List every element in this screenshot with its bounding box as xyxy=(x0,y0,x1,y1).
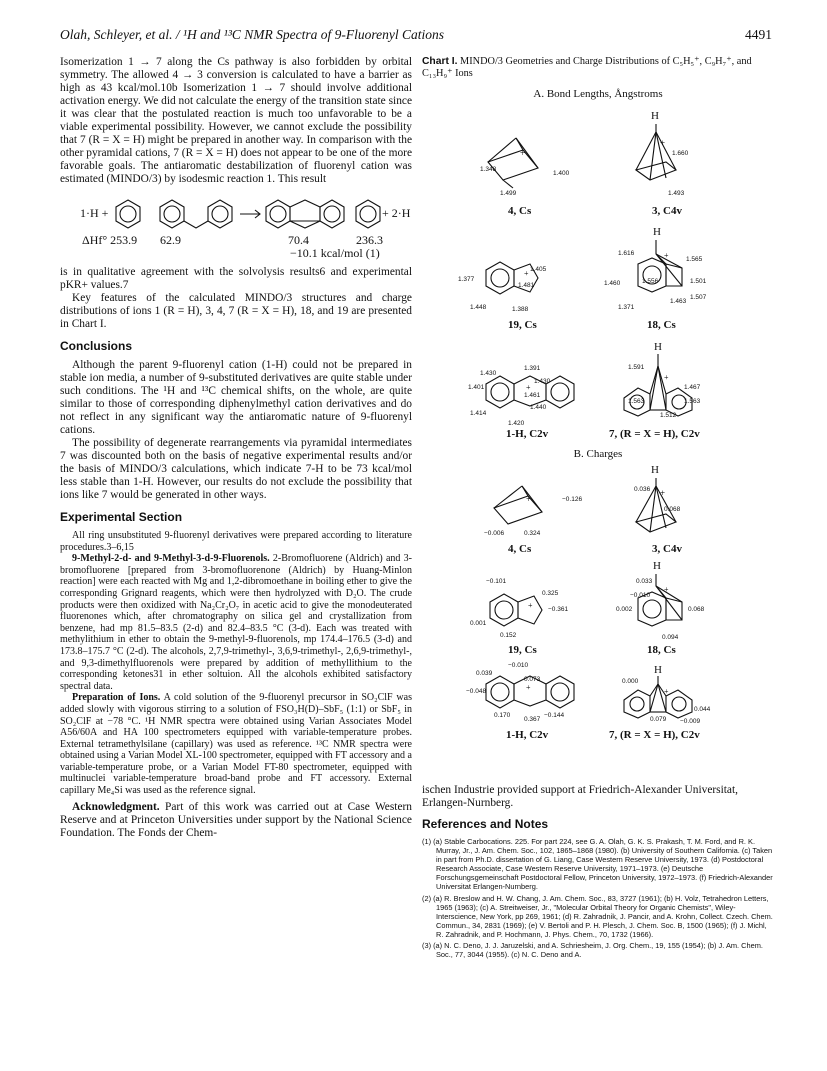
b7-charge-4: −0.009 xyxy=(680,718,701,725)
a19-len-5: 1.388 xyxy=(512,306,529,313)
paragraph-5: The possibility of degenerate rearrangements via pyramidal intermediates 7 was discounted both on the basis of negative experimental results and/or the basis of MINDO/3 calculations, which indicate 7-H to be 73 kcal/mol less stable than 1-H. However, our results do not exclude the possibility that ions like 7 would be generated in other ways. xyxy=(60,437,412,501)
chart-title-label: Chart I. xyxy=(422,56,458,67)
svg-text:+: + xyxy=(664,585,669,594)
a3-len-1: 1.660 xyxy=(672,150,689,157)
page-number: 4491 xyxy=(745,27,772,42)
dh-result: −10.1 kcal/mol (1) xyxy=(290,246,380,260)
a18-len-8: 1.371 xyxy=(618,304,635,311)
reference-1: (1) (a) Stable Carbocations. 225. For part 224, see G. A. Olah, G. K. S. Prakash, T. M. Ford, and R. K. Murray, Jr., J. Am. Chem. Soc., 102, 1865–1868 (1980). (b) University of Southern California. (c) Taken in part from Ph.D. dissertation of G. Liang, Case Western Reserve University, 1973. (d) Postdoctoral Research Associate, Case Western Reserve University, 1971–1973. (e) Deutsche Forschungsgemeinschaft Postdoctoral Fellow, Princeton University, 1972–1973. (f) Friedrich-Alexander Universitat Erlangen-Nurnberg. xyxy=(422,837,773,892)
svg-text:+: + xyxy=(664,373,669,382)
a7-len-3: 1.563 xyxy=(628,398,645,405)
svg-text:+: + xyxy=(526,383,531,392)
a19-len-4: 1.448 xyxy=(470,304,487,311)
b4-charge-3: 0.324 xyxy=(524,530,541,537)
b3-charge-2: 0.068 xyxy=(664,506,681,513)
b1-charge-5: 0.170 xyxy=(494,712,511,719)
chart-title-text: MINDO/3 Geometries and Charge Distributions of C₅H₅⁺, C₉H₇⁺, and C₁₃H₉⁺ Ions xyxy=(422,56,752,79)
paragraph-1: Isomerization 1 → 7 along the Cs pathway is also forbidden by orbital symmetry. The allowed 4 → 3 conversion is calculated to have a barrier as high as 43 kcal/mol.10b Isomerization 1 → 7 should involve additional activation energy. We did not calculate the energy of the transition state since it was clear that the postulated reaction is much too unfavorable to be a viable experimental possibility. However, we cannot exclude the possibility that 7 (R = X = H) might be prepared in another way. In comparison with the other pyramidal cations, 7 (R = X = H) does not appear to be one of the more favorable goals. The antiaromatic destabilization of fluorenyl cation was estimated (MINDO/3) by isodesmic reaction 1. This result xyxy=(60,56,412,185)
b1-charge-6: 0.367 xyxy=(524,716,541,723)
b7-charge-3: 0.079 xyxy=(650,716,667,723)
header-title: Olah, Schleyer, et al. / ¹H and ¹³C NMR Spectra of 9-Fluorenyl Cations xyxy=(60,27,444,42)
paragraph-7-head: 9-Methyl-2-d- and 9-Methyl-3-d-9-Fluorenols. xyxy=(72,553,270,565)
label-a4: 4, Cs xyxy=(508,205,532,217)
paragraph-7 xyxy=(60,553,412,692)
a1-len-6: 1.440 xyxy=(530,404,547,411)
b4-charge-2: −0.006 xyxy=(484,530,505,537)
a1-len-7: 1.414 xyxy=(470,410,487,417)
label-b7: 7, (R = X = H), C2v xyxy=(609,729,700,741)
a19-len-2: 1.377 xyxy=(458,276,475,283)
b7-charge-2: 0.044 xyxy=(694,706,711,713)
running-header xyxy=(60,27,772,45)
references-list xyxy=(422,837,774,959)
svg-text:+: + xyxy=(524,269,529,278)
svg-text:+: + xyxy=(660,488,666,498)
svg-text:+: + xyxy=(520,148,526,158)
a4-len-2: 1.400 xyxy=(553,170,570,177)
a18-len-6: 1.507 xyxy=(690,294,707,301)
paragraph-4: Although the parent 9-fluorenyl cation (1-H) could not be prepared in stable ion media, a number of 9-substituted derivatives are quite stable under such conditions. The ¹H and ¹³C chemical shifts, on the whole, are quite similar to those of corresponding diphenylmethyl cation derivatives and do not reflect in any significant way the antiaromatic nature of 9-fluorenyl cations. xyxy=(60,359,412,436)
b1-charge-2: 0.039 xyxy=(476,670,493,677)
a4-len-1: 1.348 xyxy=(480,166,497,173)
b19-charge-2: 0.325 xyxy=(542,590,559,597)
a18-len-7: 1.463 xyxy=(670,298,687,305)
b19-charge-1: −0.101 xyxy=(486,578,507,585)
label-b4: 4, Cs xyxy=(508,543,532,555)
paragraph-8-body: A cold solution of the 9-fluorenyl precursor in SO₂ClF was added slowly with vigorous stirring to a solution of FSO₃H(D)–SbF₅ (1:1) or SbF₅ in SO₂ClF at −78 °C. ¹H NMR spectra were obtained using Varian Associates Model A56/60A and HA 100 spectrometers equipped with variable-temperature probes. External tetramethylsilane (capillary) was used as reference. ¹³C NMR spectra were obtained using a Varian Model XL-100 spectrometer, equipped with FT accessory and a variable-temperature probe, or a Varian Model FT-80 spectrometer, equipped with multinuclei variable-temperature broad-band probe and FT accessory. External capillary Me₄Si was used as the reference signal. xyxy=(60,692,412,797)
b1-charge-3: 0.073 xyxy=(524,676,541,683)
b18-charge-4: 0.068 xyxy=(688,606,705,613)
equation-rhs: + 2·H xyxy=(382,206,411,220)
label-a1: 1-H, C2v xyxy=(506,428,549,440)
b1-charge-4: −0.048 xyxy=(466,688,487,695)
a1-len-8: 1.420 xyxy=(508,420,525,427)
label-b3: 3, C4v xyxy=(652,543,682,555)
section-b-title: B. Charges xyxy=(573,448,623,460)
paragraph-9 xyxy=(60,801,412,840)
label-a7: 7, (R = X = H), C2v xyxy=(609,428,700,440)
a7-len-4: 1.563 xyxy=(684,398,701,405)
label-b1: 1-H, C2v xyxy=(506,729,549,741)
a3-len-2: 1.493 xyxy=(668,190,685,197)
b4-charge-1: −0.126 xyxy=(562,496,583,503)
paragraph-8 xyxy=(60,692,412,796)
reference-3: (3) (a) N. C. Deno, J. J. Jaruzelski, and A. Schriesheim, J. Org. Chem., 19, 155 (1954); (b) J. Am. Chem. Soc., 77, 3044 (1955). (c) N. C. Deno and A. xyxy=(422,941,763,960)
paragraph-3: Key features of the calculated MINDO/3 structures and charge distributions of ions 1 (R = H), 3, 4, 7 (R = X = H), 18, and 19 are presented in Chart I. xyxy=(60,292,412,330)
b18-charge-1: 0.033 xyxy=(636,578,653,585)
dh-value-1: 62.9 xyxy=(160,233,181,247)
a7-len-1: 1.591 xyxy=(628,364,645,371)
right-column-text xyxy=(422,784,774,961)
b18-charge-3: 0.002 xyxy=(616,606,633,613)
paragraph-9-body: Part of this work was carried out at Case Western Reserve and at Princeton Universities under support by the National Science Foundation. The Fonds der Chem- xyxy=(60,800,412,839)
a1-len-5: 1.461 xyxy=(524,392,541,399)
b3-charge-1: 0.036 xyxy=(634,486,651,493)
a4-len-3: 1.499 xyxy=(500,190,517,197)
chart-i xyxy=(422,56,774,101)
section-a-title: A. Bond Lengths, Ångstroms xyxy=(533,88,663,100)
heading-experimental: Experimental Section xyxy=(60,510,183,524)
paragraph-7-body: 2-Bromofluorene (Aldrich) and 3-bromofluorene [prepared from 3-bromofluorenone (Aldrich) by Huang-Minlon reaction] were each reacted with Mg and 1,2-dibromoethane in boiling ether to give the corresponding Grignard reagents, which were then hydrolyzed with D₂O. The crude products were then oxidized with Na₂Cr₂O₇ in acetic acid to give the monodeuterated fluorenones which, after chromatography on silica gel and crystallization from benzene, had mp 81.5–83.5 (2-d) and 82.4–83.5 °C (3-d). Each was treated with methylithium in ether to obtain the 9-methyl-9-fluorenols, mp 174.4–176.5 (3-d) and 173.8–175.7 °C (2-d). The alcohols, 2,7,9-trimethyl-, 3,6,9-trimethyl-, 2,6,9-trimethyl-, and 9,3-dimethylfluorenols were prepared by addition of methyllithium to the corresponding ketones31 in ether soltuion. All the alcohols exhibited satisfactory spectral data. xyxy=(60,553,412,692)
label-b18: 18, Cs xyxy=(647,644,676,656)
a18-len-5: 1.501 xyxy=(690,278,707,285)
mol-a4 xyxy=(478,126,578,200)
b19-charge-4: 0.001 xyxy=(470,620,487,627)
a18-len-1: 1.616 xyxy=(618,250,635,257)
a1-len-1: 1.430 xyxy=(480,370,497,377)
paragraph-2: is in qualitative agreement with the solvolysis results6 and experimental pKR+ values.7 xyxy=(60,266,412,291)
svg-text:+: + xyxy=(526,683,531,692)
a18-len-4: 1.556 xyxy=(642,278,659,285)
svg-text:+: + xyxy=(526,494,532,504)
dh-value-2: 70.4 xyxy=(288,233,309,247)
svg-text:+: + xyxy=(528,601,533,610)
reference-2: (2) (a) R. Breslow and H. W. Chang, J. Am. Chem. Soc., 83, 3727 (1961); (b) H. Volz, Tetrahedron Letters, 1965 (1963); (c) A. Streitweiser, Jr., "Molecular Orbital Theory for Organic Chemists", Wiley-Interscience, New York, pp 269, 1961; (d) R. Zahradnik, J. Pancir, and A. Krohn, Collect. Czech. Chem. Commun., 34, 2831 (1969); (e) V. Bertoli and P. H. Plesch, J. Chem. Soc. B, 1500 (1965); (f) J. Michl, R. Zahradnik, and P. Hochmann, J. Phys. Chem., 70, 1732 (1966). xyxy=(422,893,773,939)
acknowledgment-tail: ischen Industrie provided support at Friedrich-Alexander Universitat, Erlangen-Nurnberg. xyxy=(422,784,739,809)
label-b19: 19, Cs xyxy=(508,644,537,656)
a19-len-1: 1.405 xyxy=(530,266,547,273)
a7-len-5: 1.512 xyxy=(660,412,677,419)
mol-a3 xyxy=(630,122,689,196)
b1-charge-1: −0.010 xyxy=(508,662,529,669)
a18-h: H xyxy=(653,226,661,238)
chart-title xyxy=(422,56,774,80)
a7-len-2: 1.467 xyxy=(684,384,701,391)
a18-len-2: 1.565 xyxy=(686,256,703,263)
mol-b4 xyxy=(486,478,570,538)
a1-len-3: 1.430 xyxy=(534,378,551,385)
b18-h: H xyxy=(653,560,661,572)
a1-len-4: 1.401 xyxy=(468,384,485,391)
left-column xyxy=(60,56,412,840)
b18-charge-2: −0.010 xyxy=(630,592,651,599)
label-a3: 3, C4v xyxy=(652,205,682,217)
a3-h: H xyxy=(651,110,659,122)
b18-charge-5: 0.094 xyxy=(662,634,679,641)
paragraph-6: All ring unsubstituted 9-fluorenyl derivatives were prepared according to literature procedures.3–6,15 xyxy=(60,530,412,553)
mol-b18 xyxy=(624,572,696,642)
label-a19: 19, Cs xyxy=(508,319,537,331)
paragraph-9-head: Acknowledgment. xyxy=(72,800,160,813)
a19-len-3: 1.481 xyxy=(518,282,535,289)
b19-charge-5: 0.152 xyxy=(500,632,517,639)
a7-h: H xyxy=(654,341,662,353)
heading-conclusions: Conclusions xyxy=(60,339,133,353)
b3-h: H xyxy=(651,464,659,476)
b7-charge-1: 0.000 xyxy=(622,678,639,685)
label-a18: 18, Cs xyxy=(647,319,676,331)
isodesmic-equation xyxy=(60,192,412,260)
b19-charge-3: −0.361 xyxy=(548,606,569,613)
svg-text:+: + xyxy=(664,251,669,260)
a18-len-3: 1.460 xyxy=(604,280,621,287)
b1-charge-7: −0.144 xyxy=(544,712,565,719)
svg-text:+: + xyxy=(664,687,669,696)
dh-label: ΔHf° 253.9 xyxy=(82,233,138,247)
paragraph-8-head: Preparation of Ions. xyxy=(72,692,161,704)
equation-lhs: 1·H + xyxy=(80,206,109,220)
svg-text:+: + xyxy=(660,138,666,148)
heading-references: References and Notes xyxy=(422,817,549,831)
dh-value-3: 236.3 xyxy=(356,233,383,247)
a1-len-2: 1.391 xyxy=(524,365,541,372)
b7-h: H xyxy=(654,664,662,676)
